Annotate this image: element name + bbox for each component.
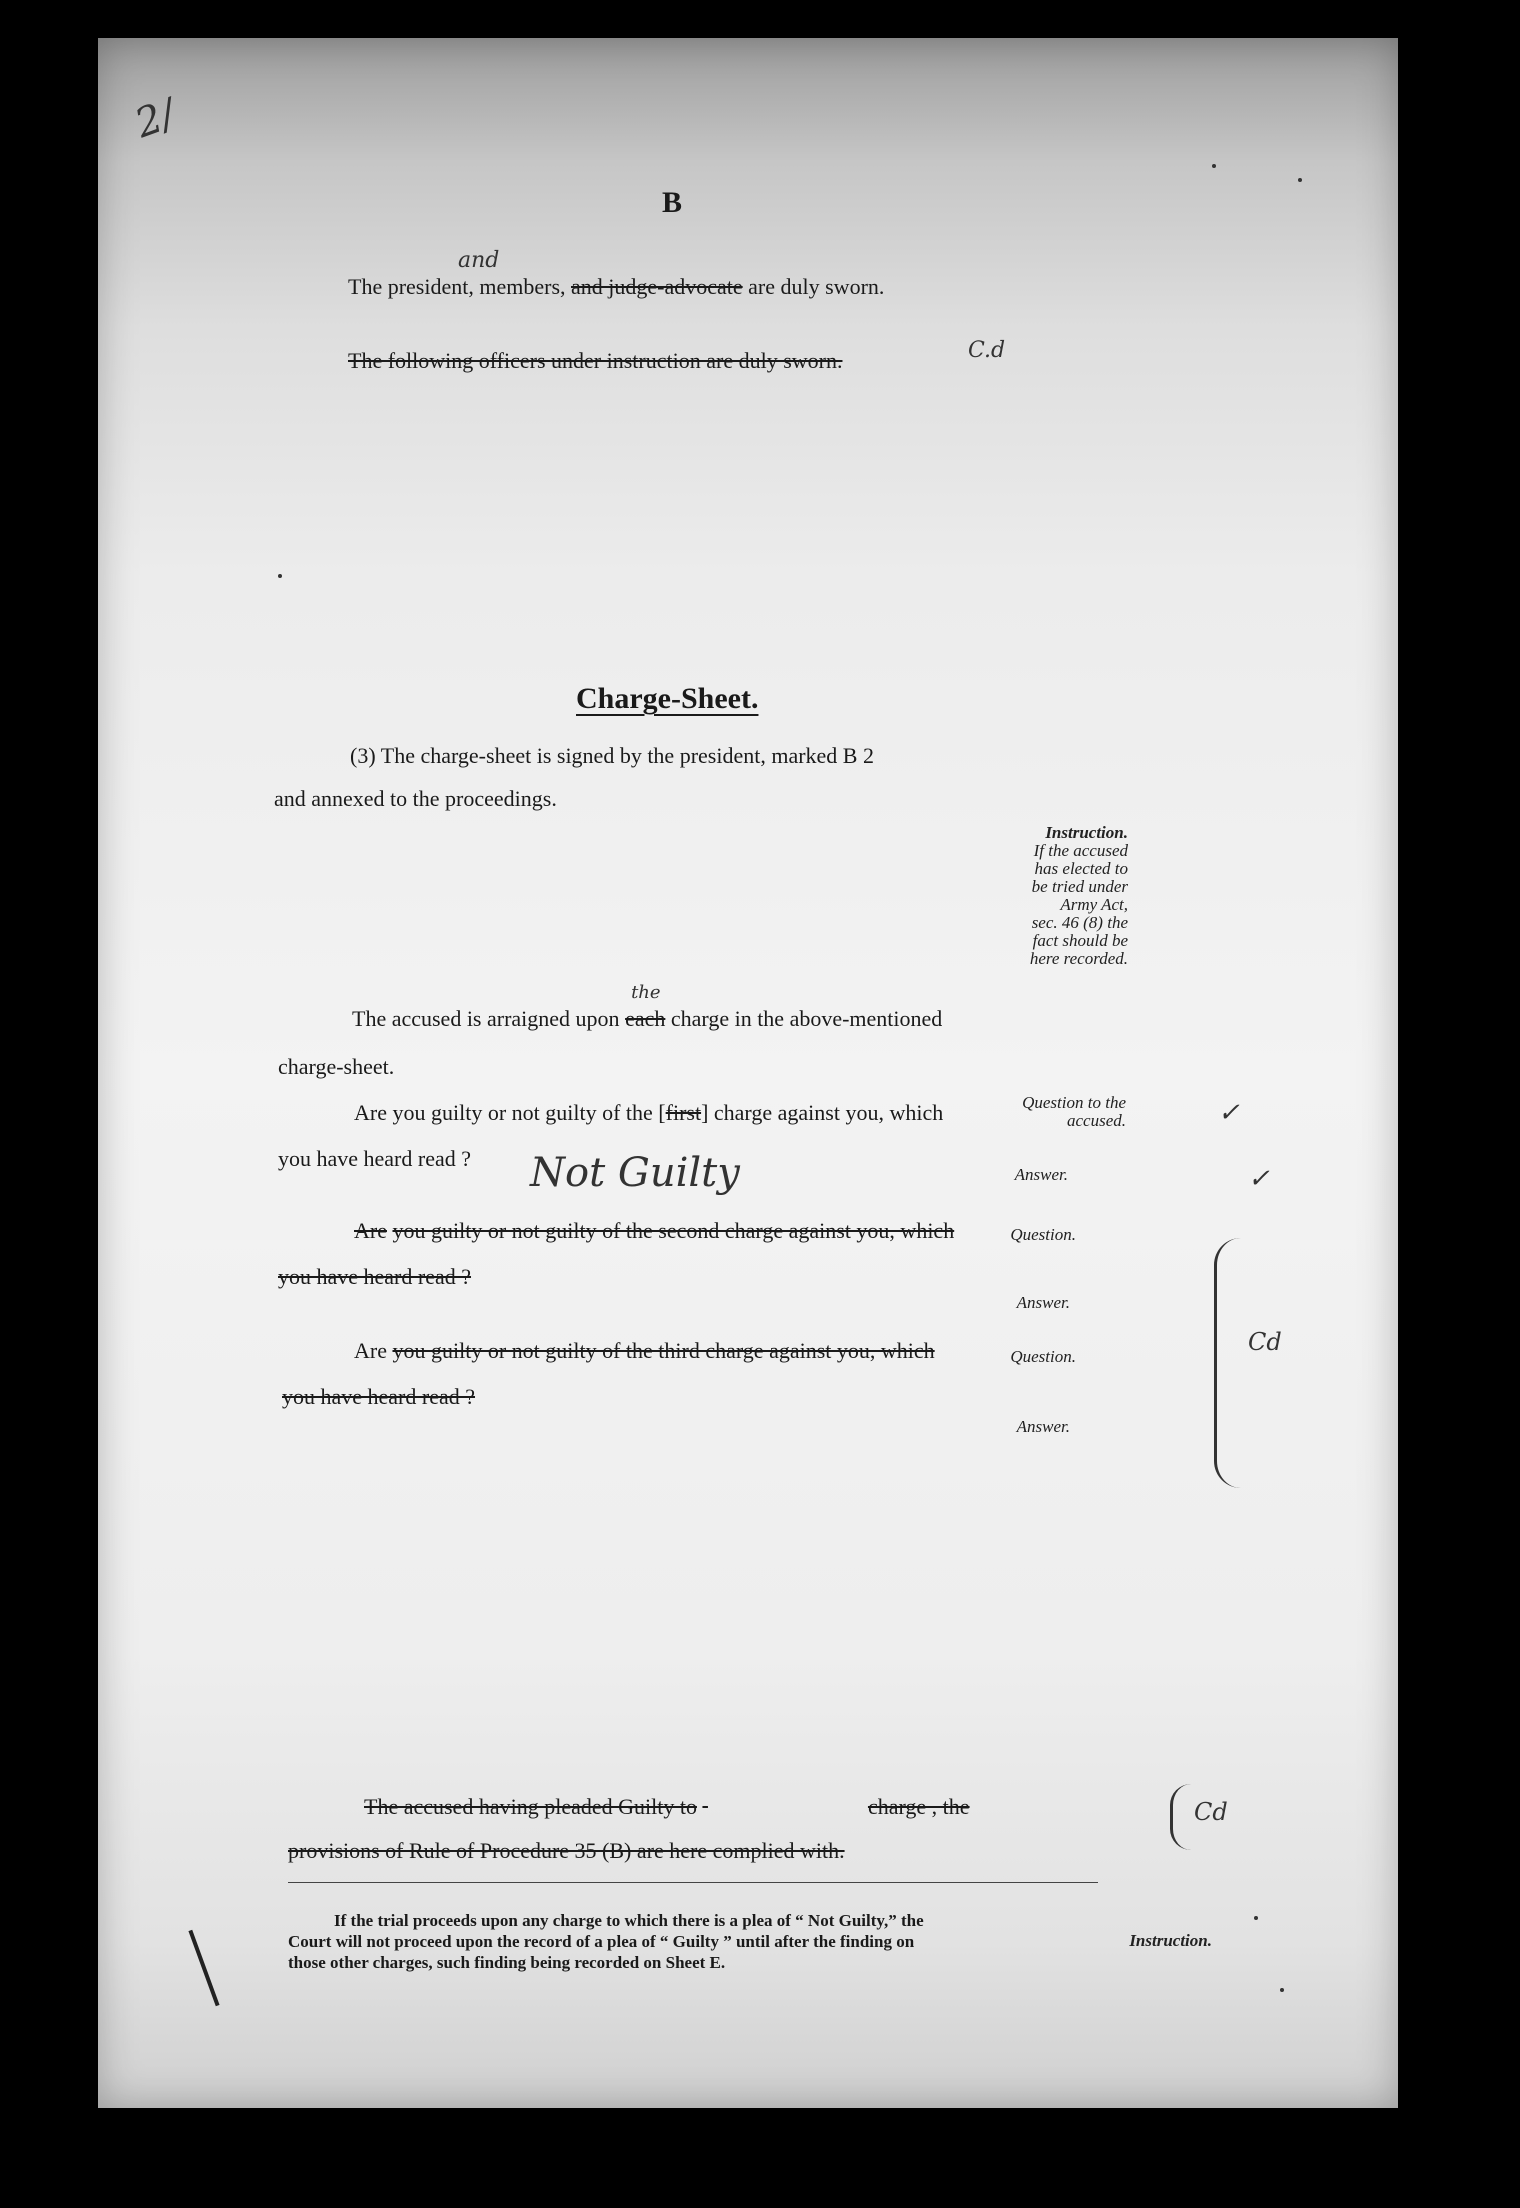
section-heading-letter: B (662, 186, 683, 219)
instruction-line: Army Act, (1060, 895, 1128, 914)
corner-handwritten-mark: 2/ (129, 90, 182, 148)
footer-instruction-note (288, 1910, 924, 1973)
footer-note-line2: Court will not proceed upon the record of a plea of “ Guilty ” until after the finding on (288, 1932, 915, 1951)
guilty-plea-blank (702, 1794, 862, 1820)
instruction-title: Instruction. (1045, 823, 1128, 842)
q1-text-pre: Are you guilty or not guilty of the [ (354, 1100, 666, 1125)
q2-struck-text: you guilty or not guilty of the second charge against you, which (392, 1218, 955, 1243)
q1-tick-mark: ✓ (1218, 1098, 1240, 1128)
arraign-handwritten-insert: the (631, 982, 661, 1003)
charge-sheet-para-line2: and annexed to the proceedings. (274, 786, 557, 811)
q2-text-pre: Are (354, 1218, 387, 1243)
question-1-line (354, 1100, 943, 1126)
question-1-line2: you have heard read ? (278, 1146, 472, 1171)
q3-text-pre: Are (354, 1338, 387, 1363)
q1-side-answer: Answer. (1014, 1165, 1068, 1184)
officers-initials: C.d (968, 338, 1006, 363)
q2-side-answer: Answer. (1016, 1293, 1070, 1312)
guilty-plea-bracket (1170, 1784, 1191, 1850)
q1-handwritten-answer: Not Guilty (530, 1150, 740, 1196)
arraign-struck-text: each (625, 1006, 666, 1031)
footer-note-line1: If the trial proceeds upon any charge to which there is a plea of “ Not Guilty,” the (334, 1911, 924, 1930)
guilty-plea-line1 (364, 1794, 970, 1820)
question-2-line2: you have heard read ? (278, 1264, 472, 1289)
q2-side-question: Question. (1010, 1225, 1076, 1244)
q3-side-question: Question. (1010, 1347, 1076, 1366)
arraign-line2: charge-sheet. (278, 1054, 395, 1079)
q1-text-post: ] charge against you, which (701, 1100, 944, 1125)
instruction-line: sec. 46 (8) the (1031, 913, 1128, 932)
sworn-struck-text: and judge-advocate (571, 274, 743, 299)
charge-sheet-para-line1: (3) The charge-sheet is signed by the president, marked B 2 (350, 743, 874, 768)
footer-side-instruction: Instruction. (1129, 1931, 1212, 1950)
instruction-line: fact should be (1032, 931, 1128, 950)
paper-speck (278, 574, 282, 578)
paper-speck (1298, 178, 1302, 182)
document-page (98, 38, 1398, 2108)
question-3-line (354, 1338, 935, 1364)
instruction-margin-note (988, 824, 1128, 968)
paper-speck (1212, 164, 1216, 168)
footer-note-line3: those other charges, such finding being recorded on Sheet E. (288, 1953, 726, 1972)
officers-sworn-line: The following officers under instruction are duly sworn. (348, 348, 843, 373)
sworn-handwritten-insert: and (458, 248, 500, 273)
instruction-line: has elected to (1034, 859, 1128, 878)
sworn-text-1: The president, (348, 274, 474, 299)
paper-speck (1254, 1916, 1258, 1920)
bracket-initials: Cd (1248, 1328, 1282, 1356)
cancel-bracket (1214, 1238, 1241, 1488)
arraign-text-post: charge in the above-mentioned (670, 1006, 943, 1031)
arraign-line (352, 982, 943, 1032)
q1-side-question: Question to the accused. (1022, 1093, 1126, 1130)
charge-sheet-title: Charge-Sheet. (576, 682, 759, 715)
instruction-line: If the accused (1033, 841, 1128, 860)
guilty-plea-text: The accused having pleaded Guilty to (364, 1794, 697, 1819)
question-2-line (354, 1218, 954, 1244)
sworn-line (348, 248, 885, 300)
sworn-text-2: members, (479, 274, 566, 299)
arraign-text-pre: The accused is arraigned upon (352, 1006, 620, 1031)
stray-pen-stroke (188, 1930, 219, 2007)
instruction-line: be tried under (1031, 877, 1128, 896)
q1-tick-mark: ✓ (1248, 1164, 1270, 1194)
q3-side-answer: Answer. (1016, 1417, 1070, 1436)
q3-struck-text: you guilty or not guilty of the third charge against you, which (392, 1338, 935, 1363)
divider-line (288, 1882, 1098, 1883)
instruction-line: here recorded. (1029, 949, 1128, 968)
q1-struck-text: first (665, 1100, 702, 1125)
guilty-plea-line2: provisions of Rule of Procedure 35 (B) are here complied with. (288, 1838, 845, 1863)
guilty-plea-initials: Cd (1194, 1798, 1228, 1826)
sworn-text-3: are duly sworn. (748, 274, 885, 299)
paper-speck (1280, 1988, 1284, 1992)
question-3-line2: you have heard read ? (282, 1384, 476, 1409)
guilty-plea-text-b: charge , the (867, 1794, 970, 1819)
